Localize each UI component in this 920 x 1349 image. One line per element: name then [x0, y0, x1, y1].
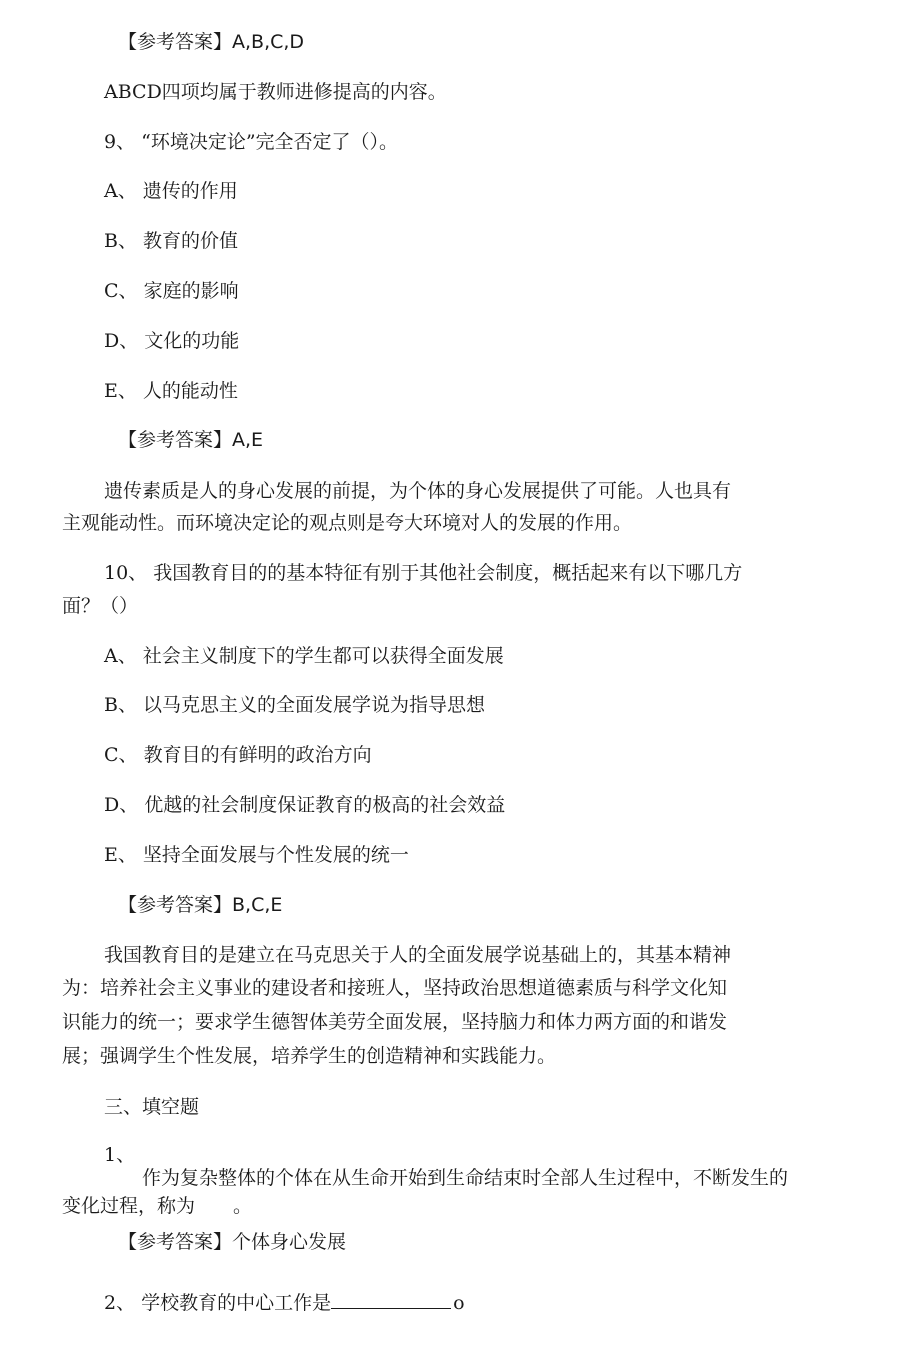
fill1-number: 1、	[104, 1144, 136, 1166]
q9-option-e: E、 人的能动性	[104, 380, 238, 402]
fill1-text-line-2: 变化过程，称为 。	[62, 1195, 253, 1217]
q10-option-a: A、 社会主义制度下的学生都可以获得全面发展	[104, 645, 504, 667]
q8-explanation: ABCD四项均属于教师进修提高的内容。	[104, 81, 447, 103]
section-title-fill-in: 三、填空题	[104, 1096, 200, 1118]
q10-explanation-line-3: 识能力的统一；要求学生德智体美劳全面发展，坚持脑力和体力两方面的和谐发	[62, 1011, 728, 1033]
q10-explanation-line-4: 展；强调学生个性发展，培养学生的创造精神和实践能力。	[62, 1045, 557, 1067]
q10-explanation-line-1: 我国教育目的是建立在马克思关于人的全面发展学说基础上的，其基本精神	[104, 944, 732, 966]
fill2-question	[104, 1290, 465, 1314]
q9-explanation-line-1: 遗传素质是人的身心发展的前提，为个体的身心发展提供了可能。人也具有	[104, 480, 732, 502]
q9-question: 9、 “环境决定论”完全否定了（）。	[104, 131, 399, 153]
q9-explanation-line-2: 主观能动性。而环境决定论的观点则是夸大环境对人的发展的作用。	[62, 512, 633, 534]
fill2-trailing: o	[453, 1292, 465, 1314]
q9-option-d: D、 文化的功能	[104, 330, 240, 352]
q9-option-c: C、 家庭的影响	[104, 280, 239, 302]
fill1-text-line-1: 作为复杂整体的个体在从生命开始到生命结束时全部人生过程中，不断发生的	[142, 1167, 789, 1189]
q10-option-c: C、 教育目的有鲜明的政治方向	[104, 744, 372, 766]
q10-question-line-2: 面？（）	[62, 595, 139, 617]
q8-answer: 【参考答案】A,B,C,D	[118, 31, 305, 53]
q10-explanation-line-2: 为：培养社会主义事业的建设者和接班人，坚持政治思想道德素质与科学文化知	[62, 977, 728, 999]
q9-option-b: B、 教育的价值	[104, 230, 239, 252]
fill2-blank	[331, 1290, 451, 1309]
q10-option-e: E、 坚持全面发展与个性发展的统一	[104, 844, 409, 866]
fill1-answer: 【参考答案】个体身心发展	[118, 1231, 347, 1253]
q10-question-line-1: 10、 我国教育目的的基本特征有别于其他社会制度，概括起来有以下哪几方	[104, 562, 743, 584]
q9-option-a: A、 遗传的作用	[104, 180, 238, 202]
q10-option-d: D、 优越的社会制度保证教育的极高的社会效益	[104, 794, 506, 816]
q9-answer: 【参考答案】A,E	[118, 429, 264, 451]
fill2-question-text: 2、 学校教育的中心工作是	[104, 1292, 332, 1314]
q10-answer: 【参考答案】B,C,E	[118, 894, 283, 916]
q10-option-b: B、 以马克思主义的全面发展学说为指导思想	[104, 694, 486, 716]
